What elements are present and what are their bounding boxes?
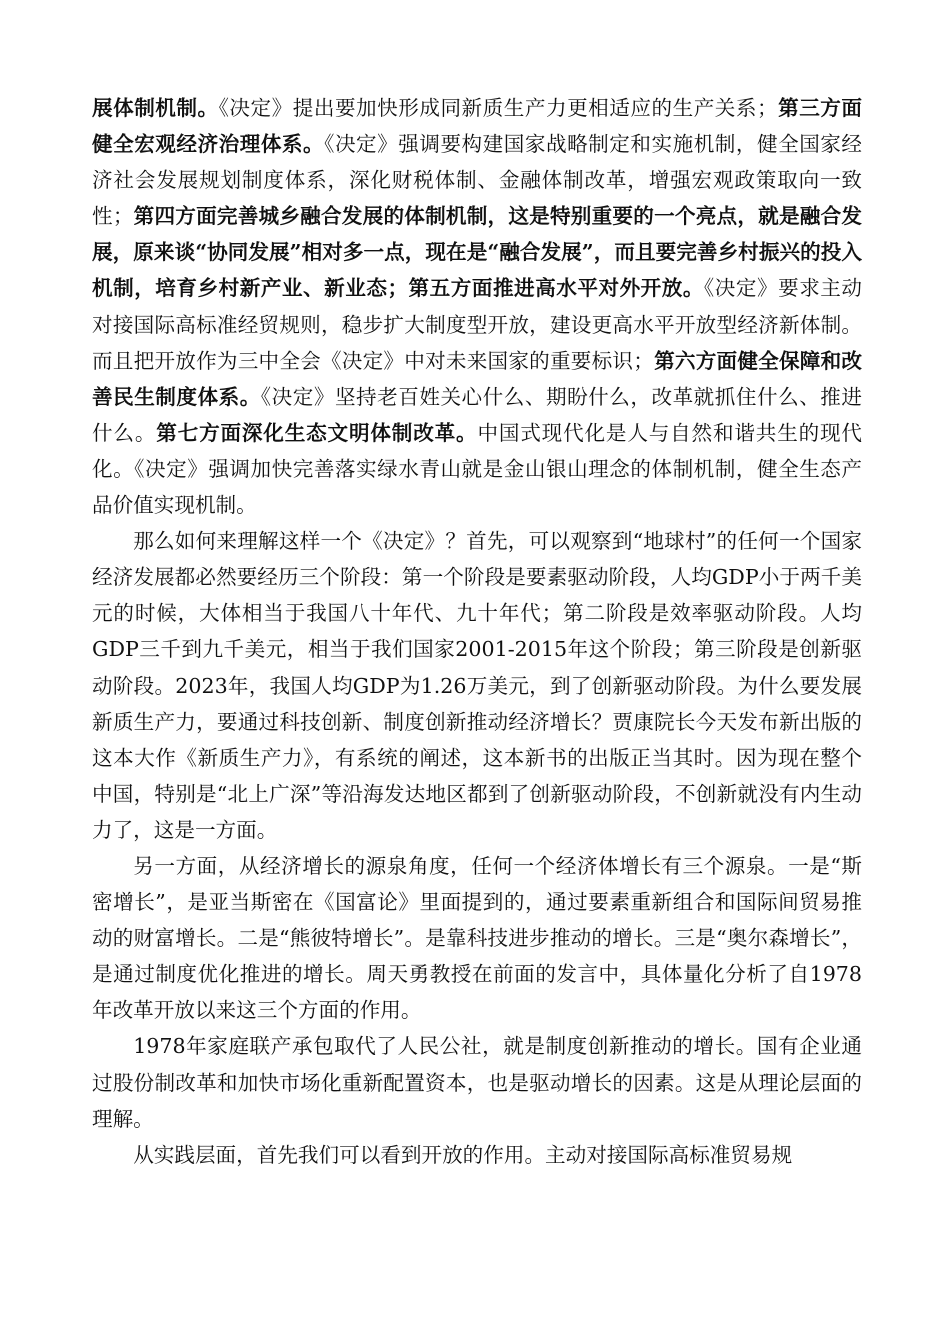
text-run: 《决定》提出要加快形成同新质生产力更相适应的生产关系；	[218, 96, 778, 120]
bold-text-run: 第三方面健全宏观经济治理体系。	[92, 96, 863, 157]
text-run: 1978年家庭联产承包取代了人民公社，就是制度创新推动的增长。国有企业通过股份制改革和加快市场化重新配置资本，也是驱动增长的因素。这是从理论层面的理解。	[92, 1034, 862, 1131]
text-run: 另一方面，从经济增长的源泉角度，任何一个经济体增长有三个源泉。一是“斯密增长”，是亚当斯密在《国富论》里面提到的，通过要素重新组合和国际间贸易推动的财富增长。二是“熊彼特增长”。是靠科技进步推动的增长。三是“奥尔森增长”，是通过制度优化推进的增长。周天勇教授在前面的发言中，具体量化分析了自1978年改革开放以来这三个方面的作用。	[92, 853, 862, 1023]
text-run: 从实践层面，首先我们可以看到开放的作用。主动对接国际高标准贸易规	[133, 1142, 793, 1167]
text-run: 《决定》要求主动对接国际高标准经贸规则，稳步扩大制度型开放，建设更高水平开放型经济新体制。而且把开放作为三中全会《决定》中对未来国家的重要标识；	[92, 276, 862, 373]
text-run: 《决定》坚持老百姓关心什么、期盼什么，改革就抓住什么、推进什么。	[92, 384, 862, 445]
text-run: 中国式现代化是人与自然和谐共生的现代化。《决定》强调加快完善落实绿水青山就是金山银山理念的体制机制，健全生态产品价值实现机制。	[92, 420, 863, 518]
bold-text-run: 第六方面健全保障和改善民生制度体系。	[92, 348, 863, 409]
bold-text-run: 第七方面深化生态文明体制改革。	[156, 420, 478, 445]
paragraph-practice-opening	[92, 1137, 862, 1173]
paragraph-reform-aspects	[92, 90, 862, 523]
paragraph-development-stages	[92, 523, 862, 848]
bold-text-run: 展体制机制。	[92, 96, 219, 120]
paragraph-growth-sources	[92, 848, 862, 1028]
text-run: 那么如何来理解这样一个《决定》？首先，可以观察到“地球村”的任何一个国家经济发展都必然要经历三个阶段：第一个阶段是要素驱动阶段，人均GDP小于两千美元的时候，大体相当于我国八十年代、九十年代；第二阶段是效率驱动阶段。人均GDP三千到九千美元，相当于我们国家2001-2015年这个阶段；第三阶段是创新驱动阶段。2023年，我国人均GDP为1.26万美元，到了创新驱动阶段。为什么要发展新质生产力，要通过科技创新、制度创新推动经济增长？贾康院长今天发布新出版的这本大作《新质生产力》，有系统的阐述，这本新书的出版正当其时。因为现在整个中国，特别是“北上广深”等沿海发达地区都到了创新驱动阶段，不创新就没有内生动力了，这是一方面。	[92, 529, 862, 842]
document-page	[92, 90, 862, 1173]
text-run: 《决定》强调要构建国家战略制定和实施机制，健全国家经济社会发展规划制度体系，深化财税体制、金融体制改革，增强宏观政策取向一致性；	[92, 132, 863, 229]
paragraph-institutional-innovation	[92, 1028, 862, 1136]
bold-text-run: 第四方面完善城乡融合发展的体制机制，这是特别重要的一个亮点，就是融合发展，原来谈“协同发展”相对多一点，现在是“融合发展”，而且要完善乡村振兴的投入机制，培育乡村新产业、新业态；第五方面推进高水平对外开放。	[92, 204, 863, 301]
